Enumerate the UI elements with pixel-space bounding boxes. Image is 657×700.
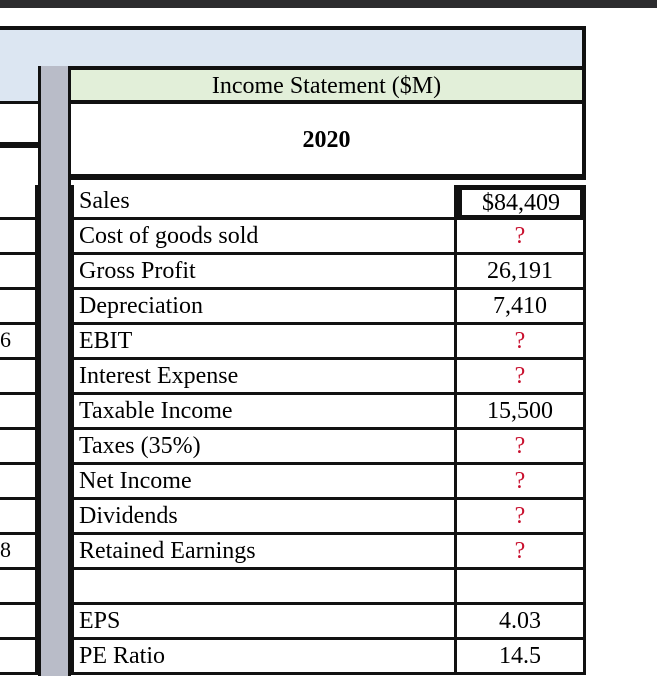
table-row xyxy=(71,395,586,430)
row-label: Cost of goods sold xyxy=(71,220,457,255)
table-row xyxy=(71,605,586,640)
row-label: Taxes (35%) xyxy=(71,430,457,465)
left-partial-cell xyxy=(0,255,38,290)
left-partial-cell xyxy=(0,360,38,395)
row-label: Taxable Income xyxy=(71,395,457,430)
left-header-cell xyxy=(0,66,38,104)
table-row xyxy=(71,325,586,360)
left-partial-cell: 8 xyxy=(0,535,38,570)
left-partial-cell xyxy=(0,430,38,465)
left-partial-cell xyxy=(0,640,38,675)
table-row xyxy=(71,500,586,535)
unknown-value: ? xyxy=(457,535,586,570)
left-partial-cell xyxy=(0,465,38,500)
gray-separator-column xyxy=(38,66,71,676)
row-label: Retained Earnings xyxy=(71,535,457,570)
unknown-value: ? xyxy=(457,325,586,360)
row-label: PE Ratio xyxy=(71,640,457,675)
table-row xyxy=(71,185,586,220)
left-partial-cell: 6 xyxy=(0,325,38,360)
unknown-value: ? xyxy=(457,465,586,500)
row-label: Gross Profit xyxy=(71,255,457,290)
left-partial-cell xyxy=(0,605,38,640)
row-value: 26,191 xyxy=(457,255,586,290)
row-value: 15,500 xyxy=(457,395,586,430)
table-row xyxy=(71,535,586,570)
table-row xyxy=(71,430,586,465)
unknown-value: ? xyxy=(457,220,586,255)
left-divider xyxy=(0,142,38,148)
unknown-value: ? xyxy=(457,500,586,535)
row-label: Sales xyxy=(71,185,457,220)
table-row xyxy=(71,465,586,500)
left-partial-cell xyxy=(0,395,38,430)
row-value: 14.5 xyxy=(457,640,586,675)
table-row xyxy=(71,220,586,255)
row-label: Interest Expense xyxy=(71,360,457,395)
row-value: 4.03 xyxy=(457,605,586,640)
left-partial-cell xyxy=(0,570,38,605)
year-header: 2020 xyxy=(71,104,586,180)
statement-title: Income Statement ($M) xyxy=(71,66,586,104)
table-row xyxy=(71,255,586,290)
table-row xyxy=(71,360,586,395)
left-partial-cell xyxy=(0,500,38,535)
left-partial-cell xyxy=(0,290,38,325)
row-value: 7,410 xyxy=(457,290,586,325)
row-label: Dividends xyxy=(71,500,457,535)
left-partial-cell xyxy=(0,220,38,255)
unknown-value: ? xyxy=(457,430,586,465)
table-row xyxy=(71,290,586,325)
row-label: EPS xyxy=(71,605,457,640)
top-border-bar xyxy=(0,0,657,8)
row-value: $84,409 xyxy=(457,185,586,220)
row-value xyxy=(457,570,586,605)
unknown-value: ? xyxy=(457,360,586,395)
row-label: Depreciation xyxy=(71,290,457,325)
row-label xyxy=(71,570,457,605)
table-row xyxy=(71,640,586,675)
left-partial-cell xyxy=(0,185,38,220)
table-row xyxy=(71,570,586,605)
row-label: Net Income xyxy=(71,465,457,500)
blue-header-band xyxy=(0,26,586,66)
row-label: EBIT xyxy=(71,325,457,360)
